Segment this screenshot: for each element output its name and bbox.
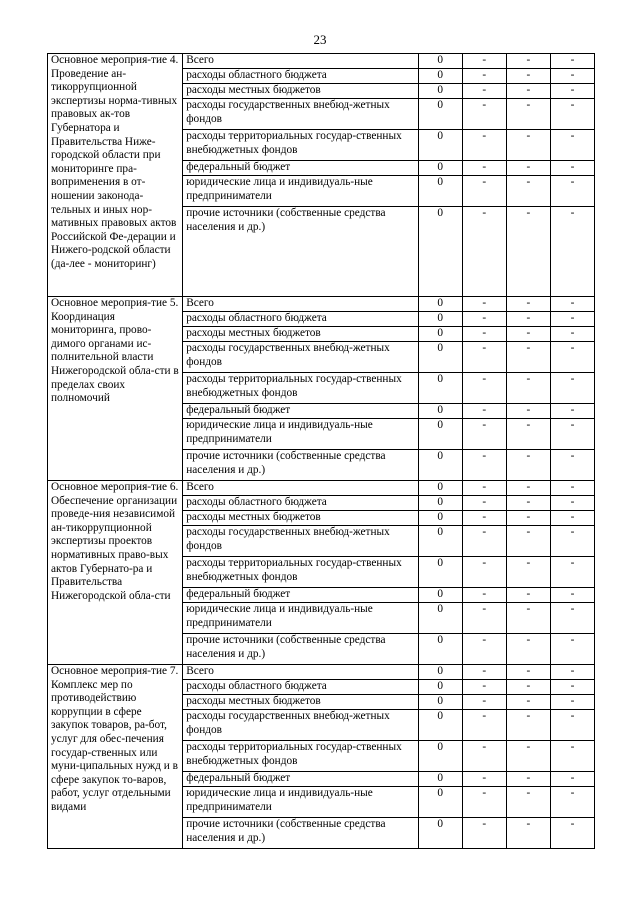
- page-number: 23: [313, 32, 327, 47]
- value-cell: -: [550, 84, 594, 99]
- value-cell: -: [506, 176, 550, 207]
- value-cell: -: [462, 496, 506, 511]
- value-cell: -: [506, 161, 550, 176]
- value-cell: -: [506, 84, 550, 99]
- table-row: [48, 481, 595, 496]
- value-cell: -: [462, 54, 506, 69]
- value-cell: -: [550, 404, 594, 419]
- value-cell: 0: [418, 680, 462, 695]
- value-cell: -: [462, 312, 506, 327]
- value-cell: -: [506, 496, 550, 511]
- funding-source-cell: федеральный бюджет: [183, 404, 418, 419]
- value-cell: -: [506, 680, 550, 695]
- value-cell: -: [550, 161, 594, 176]
- value-cell: 0: [418, 373, 462, 404]
- value-cell: 0: [418, 99, 462, 130]
- value-cell: -: [506, 603, 550, 634]
- funding-source-cell: прочие источники (собственные средства населения и др.): [183, 818, 418, 849]
- value-cell: 0: [418, 207, 462, 297]
- funding-source-cell: расходы местных бюджетов: [183, 695, 418, 710]
- value-cell: -: [550, 373, 594, 404]
- value-cell: -: [550, 342, 594, 373]
- value-cell: 0: [418, 588, 462, 603]
- value-cell: -: [462, 818, 506, 849]
- value-cell: 0: [418, 496, 462, 511]
- value-cell: 0: [418, 665, 462, 680]
- value-cell: -: [550, 312, 594, 327]
- value-cell: -: [506, 710, 550, 741]
- value-cell: -: [550, 297, 594, 312]
- value-cell: -: [550, 176, 594, 207]
- funding-source-cell: расходы местных бюджетов: [183, 327, 418, 342]
- value-cell: -: [550, 419, 594, 450]
- value-cell: 0: [418, 710, 462, 741]
- value-cell: -: [462, 161, 506, 176]
- value-cell: -: [506, 207, 550, 297]
- value-cell: -: [550, 603, 594, 634]
- funding-source-cell: расходы государственных внебюд-жетных фондов: [183, 526, 418, 557]
- funding-source-cell: Всего: [183, 481, 418, 496]
- value-cell: 0: [418, 84, 462, 99]
- value-cell: 0: [418, 634, 462, 665]
- value-cell: -: [506, 634, 550, 665]
- value-cell: -: [506, 695, 550, 710]
- value-cell: 0: [418, 69, 462, 84]
- value-cell: 0: [418, 511, 462, 526]
- table-row: [48, 54, 595, 69]
- funding-table-body: [48, 54, 595, 849]
- value-cell: -: [506, 772, 550, 787]
- funding-source-cell: прочие источники (собственные средства населения и др.): [183, 634, 418, 665]
- value-cell: -: [506, 373, 550, 404]
- value-cell: -: [462, 634, 506, 665]
- funding-source-cell: юридические лица и индивидуаль-ные предприниматели: [183, 787, 418, 818]
- value-cell: -: [550, 450, 594, 481]
- value-cell: -: [462, 710, 506, 741]
- value-cell: 0: [418, 526, 462, 557]
- value-cell: -: [462, 680, 506, 695]
- value-cell: 0: [418, 481, 462, 496]
- funding-source-cell: расходы областного бюджета: [183, 312, 418, 327]
- value-cell: -: [462, 588, 506, 603]
- funding-source-cell: юридические лица и индивидуаль-ные предприниматели: [183, 419, 418, 450]
- value-cell: -: [550, 741, 594, 772]
- value-cell: 0: [418, 741, 462, 772]
- value-cell: -: [462, 84, 506, 99]
- value-cell: 0: [418, 419, 462, 450]
- funding-source-cell: расходы областного бюджета: [183, 496, 418, 511]
- value-cell: -: [462, 207, 506, 297]
- funding-source-cell: федеральный бюджет: [183, 588, 418, 603]
- funding-table: [47, 53, 595, 849]
- value-cell: -: [550, 818, 594, 849]
- value-cell: 0: [418, 176, 462, 207]
- value-cell: -: [462, 99, 506, 130]
- value-cell: -: [506, 419, 550, 450]
- funding-source-cell: расходы местных бюджетов: [183, 84, 418, 99]
- value-cell: -: [462, 695, 506, 710]
- value-cell: -: [506, 342, 550, 373]
- value-cell: 0: [418, 695, 462, 710]
- value-cell: -: [462, 327, 506, 342]
- funding-source-cell: расходы территориальных государ-ственных внебюджетных фондов: [183, 373, 418, 404]
- value-cell: -: [462, 450, 506, 481]
- value-cell: -: [506, 312, 550, 327]
- value-cell: -: [462, 481, 506, 496]
- value-cell: -: [550, 54, 594, 69]
- value-cell: -: [506, 818, 550, 849]
- value-cell: 0: [418, 327, 462, 342]
- value-cell: -: [550, 511, 594, 526]
- measure-name-cell: Основное мероприя-тие 7. Комплекс мер по противодействию коррупции в сфере закупок товаров, ра-бот, услуг для обес-печения государ-ственных или муни-ципальных нужд и в сфере закупок то-варов, работ, услуг отдельными видами: [48, 665, 183, 849]
- value-cell: -: [550, 481, 594, 496]
- value-cell: -: [462, 511, 506, 526]
- funding-source-cell: юридические лица и индивидуаль-ные предприниматели: [183, 176, 418, 207]
- funding-source-cell: расходы областного бюджета: [183, 680, 418, 695]
- value-cell: 0: [418, 54, 462, 69]
- value-cell: -: [462, 404, 506, 419]
- value-cell: -: [506, 327, 550, 342]
- value-cell: -: [550, 680, 594, 695]
- value-cell: -: [462, 603, 506, 634]
- value-cell: -: [506, 787, 550, 818]
- value-cell: -: [462, 787, 506, 818]
- value-cell: -: [506, 481, 550, 496]
- value-cell: 0: [418, 818, 462, 849]
- value-cell: -: [462, 176, 506, 207]
- value-cell: -: [462, 557, 506, 588]
- value-cell: 0: [418, 772, 462, 787]
- funding-source-cell: расходы территориальных государ-ственных внебюджетных фондов: [183, 557, 418, 588]
- value-cell: -: [462, 373, 506, 404]
- value-cell: -: [550, 665, 594, 680]
- value-cell: -: [506, 741, 550, 772]
- funding-source-cell: расходы государственных внебюд-жетных фондов: [183, 710, 418, 741]
- value-cell: -: [550, 69, 594, 84]
- value-cell: -: [550, 99, 594, 130]
- value-cell: -: [462, 130, 506, 161]
- value-cell: -: [506, 54, 550, 69]
- value-cell: -: [462, 419, 506, 450]
- value-cell: -: [550, 634, 594, 665]
- funding-source-cell: расходы территориальных государ-ственных внебюджетных фондов: [183, 130, 418, 161]
- value-cell: -: [550, 695, 594, 710]
- value-cell: -: [506, 665, 550, 680]
- value-cell: -: [550, 588, 594, 603]
- funding-source-cell: Всего: [183, 54, 418, 69]
- value-cell: -: [506, 588, 550, 603]
- value-cell: -: [462, 665, 506, 680]
- value-cell: 0: [418, 450, 462, 481]
- funding-source-cell: прочие источники (собственные средства населения и др.): [183, 207, 418, 297]
- value-cell: -: [550, 710, 594, 741]
- value-cell: -: [506, 69, 550, 84]
- measure-name-cell: Основное мероприя-тие 4. Проведение ан-тикоррупционной экспертизы норма-тивных правовых ак-тов Губернатора и Правительства Ниже-городской области при мониторинге пра-воприменения в от-ношении законода-тельных и иных нор-мативных правовых актов Российской Фе-дерации и Нижего-родской области (да-лее - мониторинг): [48, 54, 183, 297]
- funding-source-cell: расходы местных бюджетов: [183, 511, 418, 526]
- value-cell: -: [506, 99, 550, 130]
- value-cell: -: [506, 526, 550, 557]
- value-cell: 0: [418, 787, 462, 818]
- value-cell: -: [506, 297, 550, 312]
- funding-source-cell: прочие источники (собственные средства населения и др.): [183, 450, 418, 481]
- value-cell: -: [462, 297, 506, 312]
- value-cell: 0: [418, 130, 462, 161]
- table-row: [48, 665, 595, 680]
- value-cell: 0: [418, 404, 462, 419]
- funding-source-cell: расходы государственных внебюд-жетных фондов: [183, 99, 418, 130]
- value-cell: -: [550, 787, 594, 818]
- value-cell: -: [550, 772, 594, 787]
- funding-source-cell: расходы областного бюджета: [183, 69, 418, 84]
- funding-source-cell: Всего: [183, 297, 418, 312]
- value-cell: -: [550, 327, 594, 342]
- measure-name-cell: Основное мероприя-тие 6. Обеспечение организации проведе-ния независимой ан-тикоррупционной экспертизы проектов нормативных право-вых актов Губернато-ра и Правительства Нижегородской обла-сти: [48, 481, 183, 665]
- value-cell: -: [506, 450, 550, 481]
- value-cell: -: [462, 526, 506, 557]
- funding-source-cell: федеральный бюджет: [183, 161, 418, 176]
- value-cell: -: [550, 496, 594, 511]
- funding-source-cell: расходы государственных внебюд-жетных фондов: [183, 342, 418, 373]
- value-cell: -: [550, 526, 594, 557]
- value-cell: -: [462, 772, 506, 787]
- funding-source-cell: Всего: [183, 665, 418, 680]
- value-cell: -: [506, 511, 550, 526]
- value-cell: -: [506, 130, 550, 161]
- value-cell: -: [462, 741, 506, 772]
- funding-source-cell: юридические лица и индивидуаль-ные предприниматели: [183, 603, 418, 634]
- value-cell: -: [550, 557, 594, 588]
- value-cell: 0: [418, 557, 462, 588]
- value-cell: -: [462, 69, 506, 84]
- value-cell: -: [506, 557, 550, 588]
- measure-name-cell: Основное мероприя-тие 5. Координация мониторинга, прово-димого органами ис-полнительной власти Нижегородской обла-сти в пределах своих полномочий: [48, 297, 183, 481]
- value-cell: 0: [418, 161, 462, 176]
- funding-source-cell: федеральный бюджет: [183, 772, 418, 787]
- value-cell: -: [462, 342, 506, 373]
- value-cell: 0: [418, 342, 462, 373]
- value-cell: 0: [418, 603, 462, 634]
- value-cell: -: [550, 130, 594, 161]
- funding-source-cell: расходы территориальных государ-ственных внебюджетных фондов: [183, 741, 418, 772]
- value-cell: -: [506, 404, 550, 419]
- value-cell: -: [550, 207, 594, 297]
- value-cell: 0: [418, 297, 462, 312]
- table-row: [48, 297, 595, 312]
- value-cell: 0: [418, 312, 462, 327]
